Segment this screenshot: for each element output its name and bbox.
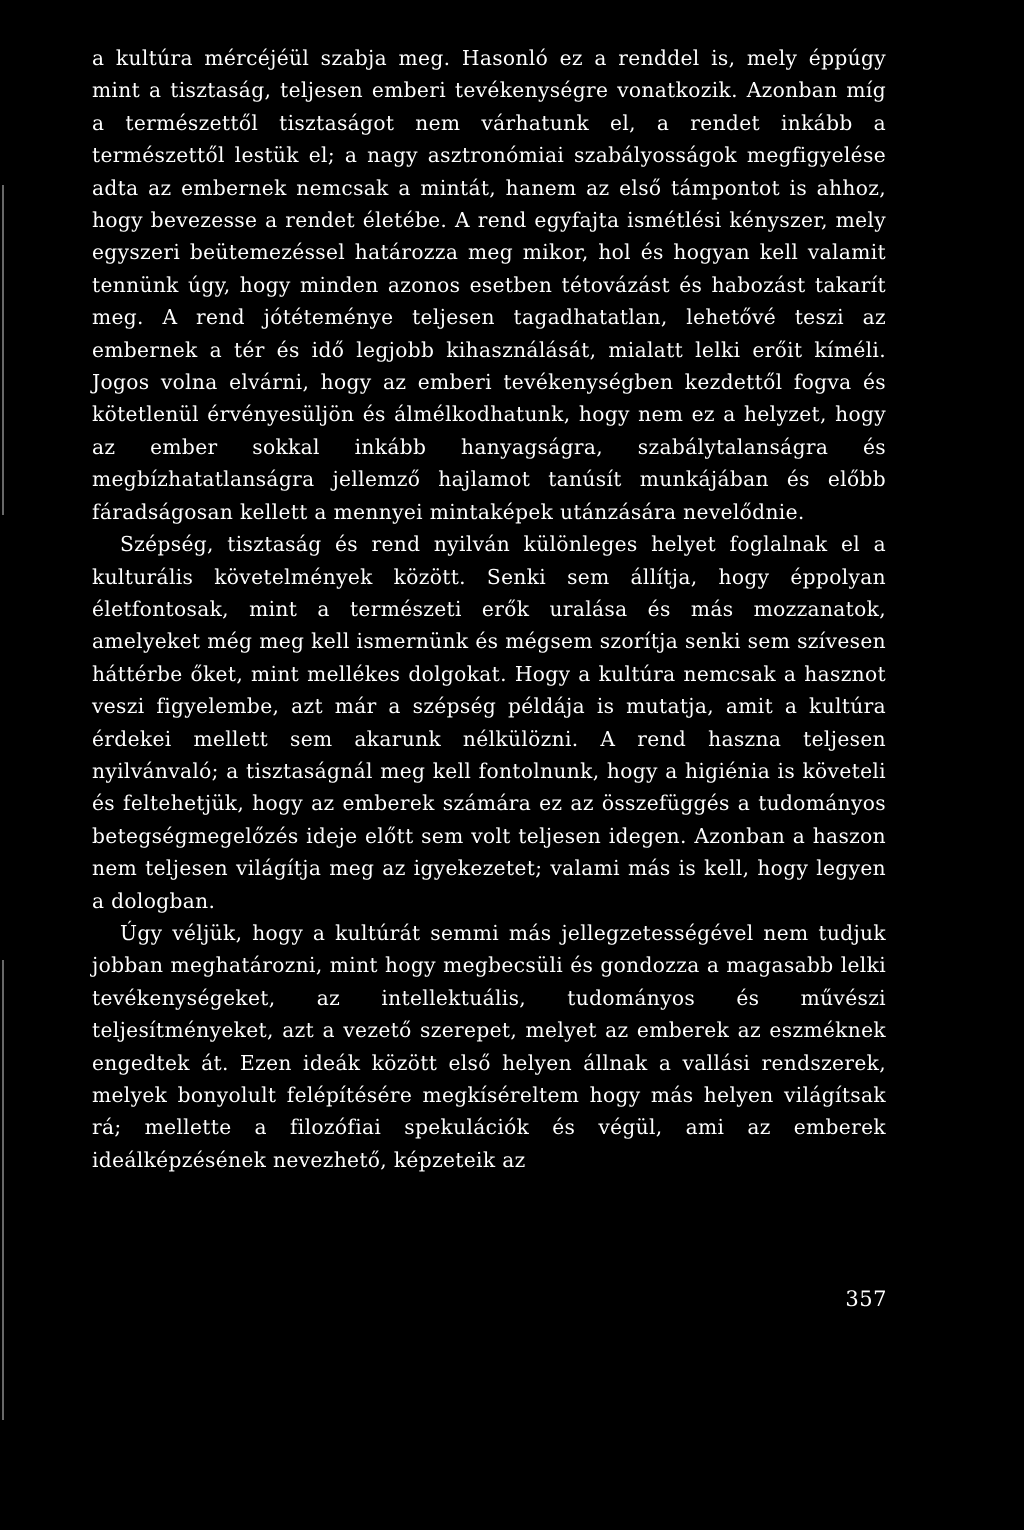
page-number: 357 xyxy=(845,1287,887,1311)
paragraph-2: Szépség, tisztaság és rend nyilván különleges helyet foglalnak el a kulturális követelmények között. Senki sem állítja, hogy éppolyan életfontosak, mint a természeti erők uralása és más mozzanatok, amelyeket még meg kell ismernünk és mégsem szorítja senki sem szívesen háttérbe őket, mint mellékes dolgokat. Hogy a kultúra nemcsak a hasznot veszi figyelembe, azt már a szépség példája is mutatja, amit a kultúra érdekei mellett sem akarunk nélkülözni. A rend haszna teljesen nyilvánvaló; a tisztaságnál meg kell fontolnunk, hogy a higiénia is követeli és feltehetjük, hogy az emberek számára ez az összefüggés a tudományos betegségmegelőzés ideje előtt sem volt teljesen idegen. Azonban a haszon nem teljesen világítja meg az igyekezetet; valami más is kell, hogy legyen a dologban. xyxy=(92,532,886,913)
body-text xyxy=(92,42,886,1176)
scan-edge-line xyxy=(2,185,4,515)
scan-edge-line xyxy=(2,960,4,1420)
paragraph-3: Úgy véljük, hogy a kultúrát semmi más jellegzetességével nem tudjuk jobban meghatározni, mint hogy megbecsüli és gondozza a magasabb lelki tevékenységeket, az intellektuális, tudományos és művészi teljesítményeket, azt a vezető szerepet, melyet az emberek az eszméknek engedtek át. Ezen ideák között első helyen állnak a vallási rendszerek, melyek bonyolult felépítésére megkíséreltem hogy más helyen világítsak rá; mellette a filozófiai spekulációk és végül, ami az emberek ideálképzésének nevezhető, képzeteik az xyxy=(92,920,886,1172)
paragraph-1: a kultúra mércéjéül szabja meg. Hasonló ez a renddel is, mely éppúgy mint a tisztaság, teljesen emberi tevékenységre vonatkozik. Azonban míg a természettől tisztaságot nem várhatunk el, a rendet inkább a természettől lestük el; a nagy asztronómiai szabályosságok megfigyelése adta az embernek nemcsak a mintát, hanem az első támpontot is ahhoz, hogy bevezesse a rendet életébe. A rend egyfajta ismétlési kényszer, mely egyszeri beütemezéssel határozza meg mikor, hol és hogyan kell valamit tennünk úgy, hogy minden azonos esetben tétovázást és habozást takarít meg. A rend jótéteménye teljesen tagadhatatlan, lehetővé teszi az embernek a tér és idő legjobb kihasználását, mialatt lelki erőit kíméli. Jogos volna elvárni, hogy az emberi tevékenységben kezdettől fogva és kötetlenül érvényesüljön és álmélkodhatunk, hogy nem ez a helyzet, hogy az ember sokkal inkább hanyagságra, szabálytalanságra és megbízhatatlanságra jellemző hajlamot tanúsít munkájában és előbb fáradságosan kellett a mennyei mintaképek utánzására nevelődnie. xyxy=(92,46,886,524)
